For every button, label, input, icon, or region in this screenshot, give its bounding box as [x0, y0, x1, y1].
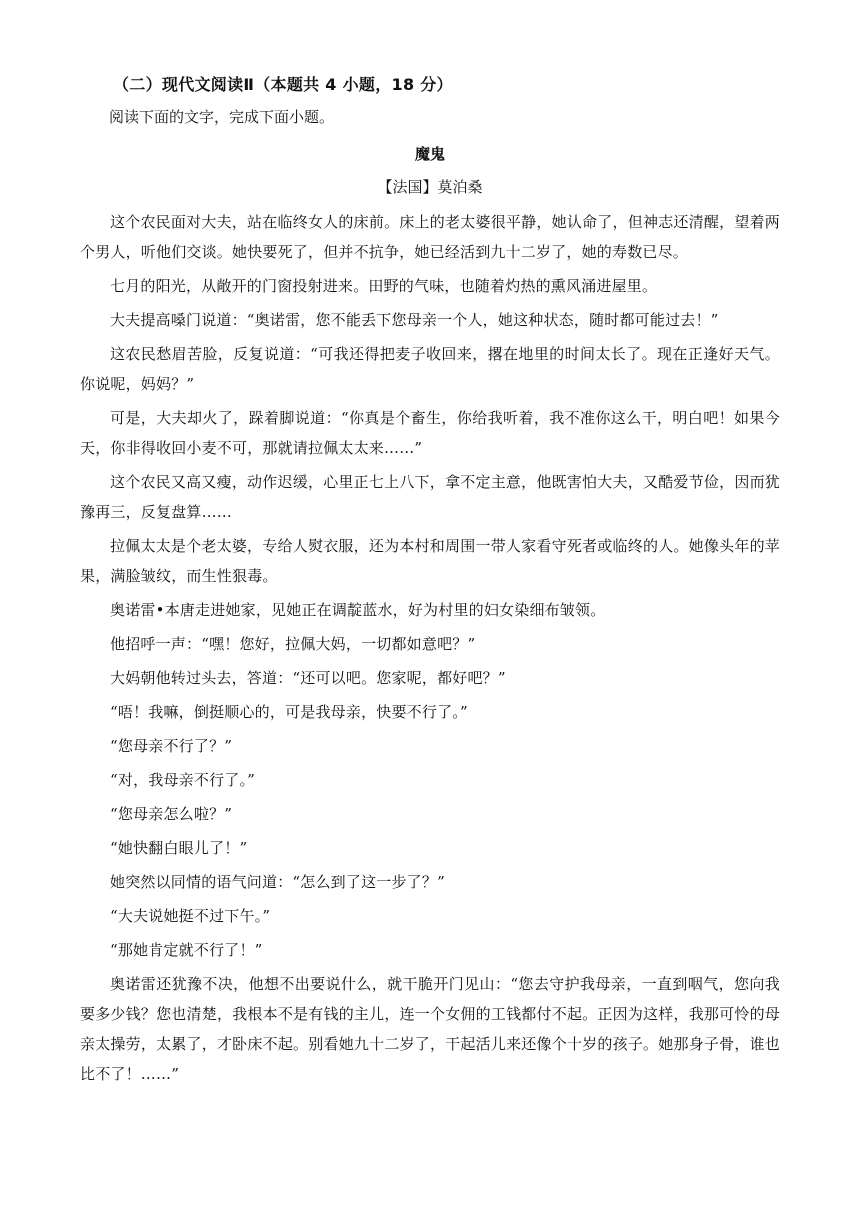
paragraph: “您母亲怎么啦？” — [110, 805, 233, 823]
paragraph: 奥诺雷•本唐走进她家，见她正在调靛蓝水，好为村里的妇女染细布皱领。 — [110, 601, 606, 619]
paragraph: 七月的阳光，从敞开的门窗投射进来。田野的气味，也随着灼热的熏风涌进屋里。 — [110, 277, 658, 295]
paragraph: “对，我母亲不行了。” — [110, 771, 256, 789]
paragraph: “那她肯定就不行了！” — [110, 941, 263, 959]
story-title: 魔鬼 — [414, 145, 445, 163]
paragraph: 这农民愁眉苦脸，反复说道：“可我还得把麦子收回来，撂在地里的时间太长了。现在正逢好天气。你说呢，妈妈？” — [80, 345, 780, 393]
paragraph: 大夫提高嗓门说道：“奥诺雷，您不能丢下您母亲一个人，她这种状态，随时都可能过去！” — [110, 311, 719, 329]
paragraph: 可是，大夫却火了，跺着脚说道：“你真是个畜生，你给我听着，我不准你这么干，明白吧！如果今天，你非得收回小麦不可，那就请拉佩太太来……” — [80, 409, 780, 457]
paragraph: “大夫说她挺不过下午。” — [110, 907, 271, 925]
section-title: （二）现代文阅读Ⅱ（本题共 4 小题，18 分） — [113, 75, 453, 94]
paragraph: 大妈朝他转过头去，答道：“还可以吧。您家呢，都好吧？” — [110, 669, 506, 687]
paragraph: “她快翻白眼儿了！” — [110, 839, 248, 857]
paragraph: 她突然以同情的语气问道：“怎么到了这一步了？” — [110, 873, 445, 891]
reading-instruction: 阅读下面的文字，完成下面小题。 — [109, 108, 335, 126]
paragraph: 这个农民又高又瘦，动作迟缓，心里正七上八下，拿不定主意，他既害怕大夫，又酷爱节俭，因而犹豫再三，反复盘算…… — [80, 473, 780, 521]
paragraph: 这个农民面对大夫，站在临终女人的床前。床上的老太婆很平静，她认命了，但神志还清醒，望着两个男人，听他们交谈。她快要死了，但并不抗争，她已经活到九十二岁了，她的寿数已尽。 — [80, 213, 780, 261]
paragraph: “您母亲不行了？” — [110, 737, 233, 755]
story-author: 【法国】莫泊桑 — [377, 178, 483, 196]
paragraph: 奥诺雷还犹豫不决，他想不出要说什么，就干脆开门见山：“您去守护我母亲，一直到咽气，您向我要多少钱？您也清楚，我根本不是有钱的主儿，连一个女佣的工钱都付不起。正因为这样，我那可怜的母亲太操劳，太累了，才卧床不起。别看她九十二岁了，干起活儿来还像个十岁的孩子。她那身子骨，谁也比不了！……” — [80, 975, 780, 1083]
story-body — [80, 207, 780, 1093]
paragraph: “唔！我嘛，倒挺顺心的，可是我母亲，快要不行了。” — [110, 703, 468, 721]
paragraph: 拉佩太太是个老太婆，专给人熨衣服，还为本村和周围一带人家看守死者或临终的人。她像头年的苹果，满脸皱纹，而生性狠毒。 — [80, 537, 780, 585]
paragraph: 他招呼一声：“嘿！您好，拉佩大妈，一切都如意吧？” — [110, 635, 476, 653]
